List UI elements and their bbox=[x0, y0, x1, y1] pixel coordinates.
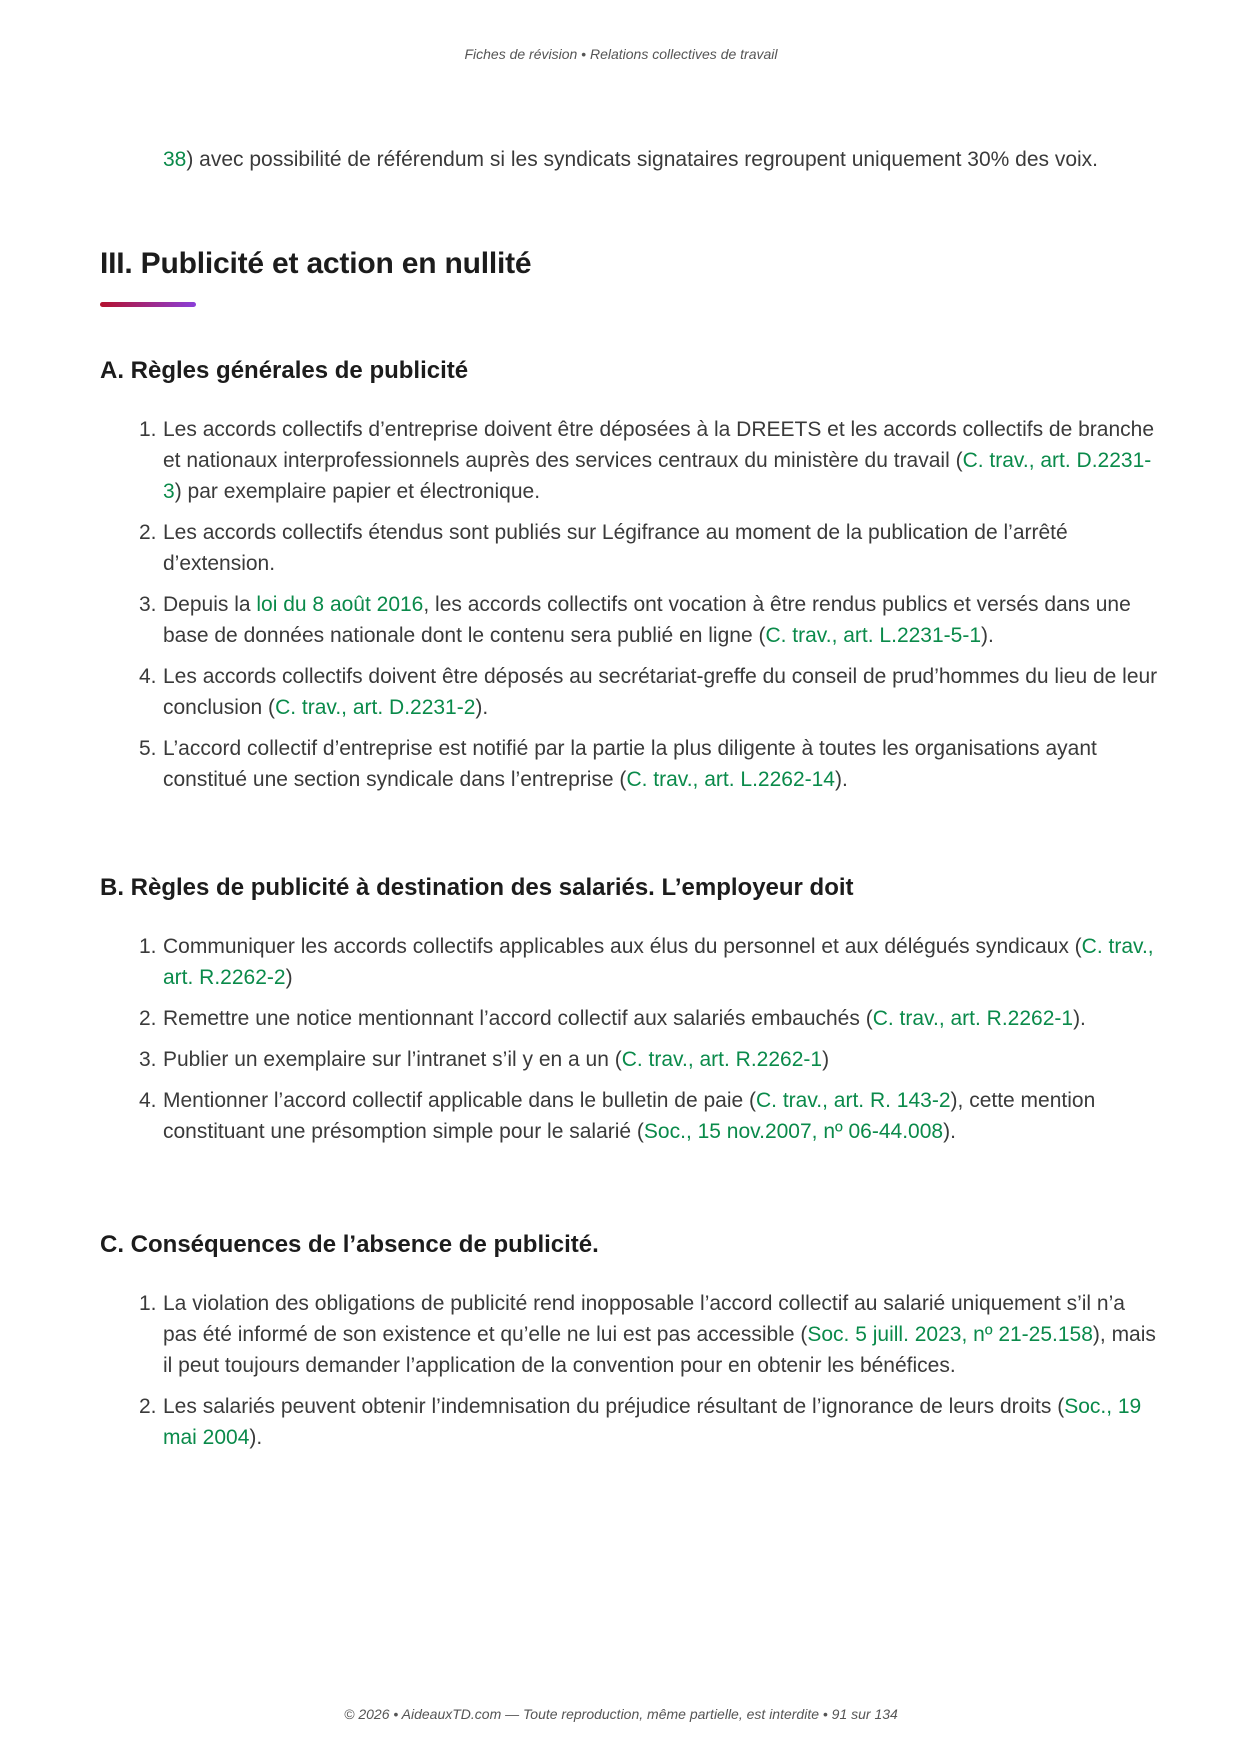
list-item bbox=[139, 1085, 1163, 1147]
list-item-text: ). bbox=[943, 1120, 956, 1143]
list-c bbox=[139, 1288, 1163, 1463]
citation-link[interactable]: C. trav., art. R.2262-1 bbox=[621, 1048, 823, 1071]
list-item bbox=[139, 1003, 1163, 1034]
subsection-title-c: C. Conséquences de l’absence de publicité. bbox=[100, 1231, 599, 1258]
citation-link[interactable]: Soc., 19 mai 2004 bbox=[163, 1395, 1142, 1449]
citation-link[interactable]: C. trav., art. R. 143-2 bbox=[756, 1089, 951, 1112]
intro-text: ) avec possibilité de référendum si les syndicats signataires regroupent uniquement 30% des voix. bbox=[186, 148, 1099, 171]
citation-link[interactable]: Soc., 15 nov.2007, nº 06-44.008 bbox=[643, 1120, 944, 1143]
list-item-number: 4. bbox=[139, 1089, 157, 1112]
list-item bbox=[139, 589, 1163, 651]
list-item-text: ) bbox=[285, 966, 293, 989]
list-item-text: Publier un exemplaire sur l’intranet s’il y en a un ( bbox=[163, 1048, 622, 1071]
list-item-number: 2. bbox=[139, 1395, 157, 1418]
section-title-underline bbox=[100, 302, 196, 307]
list-item-number: 2. bbox=[139, 521, 157, 544]
list-item-text: Mentionner l’accord collectif applicable dans le bulletin de paie ( bbox=[163, 1089, 757, 1112]
list-item-number: 1. bbox=[139, 418, 157, 441]
list-item bbox=[139, 1288, 1163, 1381]
section-title: III. Publicité et action en nullité bbox=[100, 247, 532, 280]
list-a bbox=[139, 414, 1163, 805]
list-item-text: Communiquer les accords collectifs applicables aux élus du personnel et aux délégués syndicaux ( bbox=[163, 935, 1082, 958]
list-item-text: Remettre une notice mentionnant l’accord collectif aux salariés embauchés ( bbox=[163, 1007, 873, 1030]
list-item-text: ). bbox=[1073, 1007, 1086, 1030]
citation-link[interactable]: loi du 8 août 2016 bbox=[256, 593, 424, 616]
list-item bbox=[139, 733, 1163, 795]
list-item bbox=[139, 1044, 1163, 1075]
list-item-text: Les accords collectifs d’entreprise doivent être déposées à la DREETS et les accords collectifs de branche et nationaux interprofessionnels auprès des services centraux du ministère du travail ( bbox=[163, 418, 1154, 472]
citation-link[interactable]: Soc. 5 juill. 2023, nº 21-25.158 bbox=[807, 1323, 1093, 1346]
list-item-text: ) par exemplaire papier et électronique. bbox=[174, 480, 541, 503]
list-item-text: , les accords collectifs ont vocation à être rendus publics et versés dans une base de données nationale dont le contenu sera publié en ligne ( bbox=[163, 593, 1131, 647]
list-item-text: L’accord collectif d’entreprise est notifié par la partie la plus diligente à toutes les organisations ayant constitué une section syndicale dans l’entreprise ( bbox=[163, 737, 1097, 791]
list-item-text: Depuis la bbox=[163, 593, 257, 616]
list-item bbox=[139, 414, 1163, 507]
citation-link[interactable]: C. trav., art. L.2262-14 bbox=[626, 768, 835, 791]
list-item-number: 1. bbox=[139, 1292, 157, 1315]
list-item bbox=[139, 517, 1163, 579]
list-item-number: 3. bbox=[139, 1048, 157, 1071]
list-item-text: ). bbox=[981, 624, 994, 647]
citation-link[interactable]: C. trav., art. R.2262-2 bbox=[163, 935, 1154, 989]
list-item-text: ). bbox=[475, 696, 489, 719]
list-item bbox=[139, 931, 1163, 993]
list-item-text: ) bbox=[822, 1048, 830, 1071]
page-footer: © 2026 • AideauxTD.com — Toute reproduction, même partielle, est interdite • 91 sur 134 bbox=[344, 1706, 898, 1722]
subsection-title-a: A. Règles générales de publicité bbox=[100, 357, 469, 384]
subsection-title-b: B. Règles de publicité à destination des salariés. L’employeur doit bbox=[100, 874, 854, 901]
citation-link[interactable]: C. trav., art. D.2231-3 bbox=[163, 449, 1152, 503]
list-item-number: 1. bbox=[139, 935, 157, 958]
list-item-number: 4. bbox=[139, 665, 157, 688]
list-item-number: 2. bbox=[139, 1007, 157, 1030]
list-item-text: ). bbox=[249, 1426, 263, 1449]
citation-link[interactable]: C. trav., art. D.2231-2 bbox=[275, 696, 476, 719]
list-item-text: ), mais il peut toujours demander l’application de la convention pour en obtenir les bénéfices. bbox=[163, 1323, 1156, 1377]
list-item bbox=[139, 661, 1163, 723]
list-item-number: 5. bbox=[139, 737, 157, 760]
list-item-text: Les salariés peuvent obtenir l’indemnisation du préjudice résultant de l’ignorance de leurs droits ( bbox=[163, 1395, 1065, 1418]
citation-link[interactable]: C. trav., art. L.2231-5-1 bbox=[765, 624, 982, 647]
list-item-number: 3. bbox=[139, 593, 157, 616]
list-item bbox=[139, 1391, 1163, 1453]
citation-link[interactable]: C. trav., art. R.2262-1 bbox=[872, 1007, 1074, 1030]
intro-paragraph bbox=[163, 144, 1143, 175]
list-item-text: ). bbox=[834, 768, 848, 791]
list-item-text: ), cette mention constituant une présomption simple pour le salarié ( bbox=[163, 1089, 1096, 1143]
page-header: Fiches de révision • Relations collectives de travail bbox=[464, 46, 778, 62]
list-item-text: Les accords collectifs étendus sont publiés sur Légifrance au moment de la publication de l’arrêté d’extension. bbox=[163, 521, 1068, 575]
list-item-text: Les accords collectifs doivent être déposés au secrétariat-greffe du conseil de prud’hommes du lieu de leur conclusion ( bbox=[163, 665, 1158, 719]
list-item-text: La violation des obligations de publicité rend inopposable l’accord collectif au salarié uniquement s’il n’a pas été informé de son existence et qu’elle ne lui est pas accessible ( bbox=[163, 1292, 1125, 1346]
intro-link[interactable]: 38 bbox=[163, 148, 187, 171]
list-b bbox=[139, 931, 1163, 1157]
